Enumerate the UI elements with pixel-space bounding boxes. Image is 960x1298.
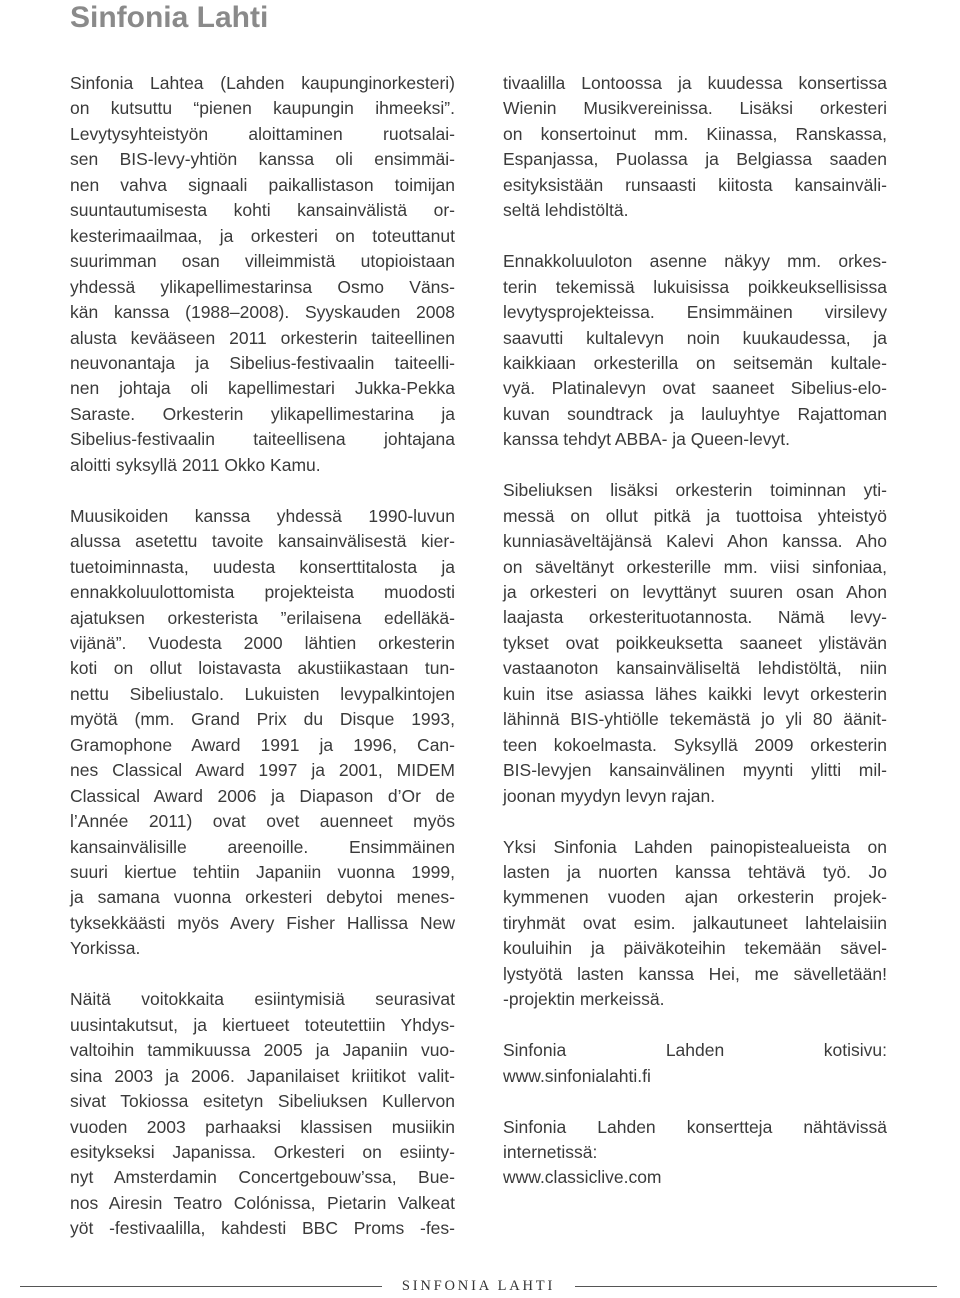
paragraph-line: ja orkesteri on levyttänyt suuren osan Ahon (503, 582, 887, 603)
paragraph-line: neuvonantaja ja Sibelius-festivaalin taiteelli- (70, 352, 455, 373)
paragraph-line: on kutsuttu “pienen kaupungin ihmeeksi”. (70, 98, 455, 119)
paragraph-line: Yorkissa. (70, 938, 141, 959)
paragraph-line: -projektin merkeissä. (503, 989, 665, 1010)
paragraph-line: Näitä voitokkaita esiintymisiä seurasivat (70, 989, 455, 1010)
paragraph-line: www.sinfonialahti.fi (503, 1065, 651, 1086)
paragraph-line: koti on ollut loistavasta akustiikastaan tun- (70, 658, 455, 679)
paragraph-line: Muusikoiden kanssa yhdessä 1990-luvun (70, 505, 455, 526)
paragraph-line: kuin itse asiassa lähes kaikki levyt orkesterin (503, 683, 887, 704)
paragraph-line: teen kokoelmasta. Syksyllä 2009 orkesterin (503, 734, 887, 755)
paragraph-line: sivat Tokiossa esitetyn Sibeliuksen Kullervon (70, 1091, 455, 1112)
paragraph (503, 249, 887, 453)
paragraph-line: joonan myydyn levyn rajan. (503, 785, 716, 806)
paragraph-line: suuntautumisesta kohti kansainvälistä or- (70, 200, 455, 221)
paragraph-line: lasten ja nuorten kanssa tehtävä työ. Jo (503, 862, 887, 882)
paragraph (503, 1038, 887, 1089)
paragraph-line: ajatuksen orkesterista ”erilaisena edelläkä- (70, 607, 455, 628)
paragraph-line: tykset ovat poikkeuksetta saaneet ylistävän (503, 632, 887, 653)
paragraph-line: esitykseksi Japanissa. Orkesteri on esiinty- (70, 1142, 455, 1162)
paragraph (70, 71, 455, 478)
paragraph-line: kesterimaailmaa, ja orkesteri on toteuttanut (70, 225, 455, 246)
paragraph-line: kunniasäveltäjänsä Kalevi Ahon kanssa. Aho (503, 531, 887, 552)
paragraph-line: Espanjassa, Puolassa ja Belgiassa saaden (503, 149, 887, 170)
paragraph (503, 835, 887, 1013)
paragraph-line: BIS-levyjen kansainvälinen myynti ylitti mil- (503, 760, 887, 781)
paragraph-line: Classical Award 2006 ja Diapason d’Or de (70, 785, 455, 806)
paragraph-line: tiryhmät ovat esim. jalkautuneet lahtelaisiin (503, 912, 887, 933)
paragraph-line: tyksekkäästi myös Avery Fisher Hallissa New (70, 912, 455, 933)
paragraph-line: Saraste. Orkesterin ylikapellimestarina ja (70, 403, 455, 424)
paragraph-line: Sibeliuksen lisäksi orkesterin toiminnan yti- (503, 480, 887, 501)
paragraph-line: kuvan soundtrack ja lauluyhtye Rajattoman (503, 403, 887, 424)
paragraph-line: alusta kevääseen 2011 orkesterin taiteellinen (70, 327, 455, 348)
paragraph-line: saavutti kultalevyn noin kuukaudessa, ja (503, 327, 887, 348)
page-title: Sinfonia Lahti (70, 1, 269, 34)
paragraph-line: suurimman osan villeimmistä utopioistaan (70, 251, 455, 272)
paragraph-line: vyä. Platinalevyn ovat saaneet Sibelius-elo- (503, 378, 887, 399)
paragraph-line: l’Année 2011) ovat ovet auenneet myös (70, 811, 455, 832)
paragraph-line: lähinnä BIS-yhtiölle tekemästä jo yli 80 äänit- (503, 709, 887, 730)
paragraph-line: kansainvälisille areenoille. Ensimmäinen (70, 836, 455, 857)
paragraph-line: kaikkiaan orkesterilla on seitsemän kultale- (503, 352, 887, 373)
right-column (503, 71, 887, 1191)
paragraph (70, 987, 455, 1242)
paragraph-line: kymmenen vuoden ajan orkesterin projek- (503, 887, 887, 908)
paragraph-line: alussa asetettu tavoite kansainvälisestä kier- (70, 531, 455, 552)
paragraph-line: Wienin Musikvereinissa. Lisäksi orkesteri (503, 98, 887, 119)
paragraph-line: ja samana vuonna orkesteri debytoi menes- (70, 887, 455, 908)
paragraph-line: Levytysyhteistyön aloittaminen ruotsalai- (70, 123, 455, 144)
paragraph-line: on konsertoinut mm. Kiinassa, Ranskassa, (503, 123, 887, 144)
paragraph-line: nyt Amsterdamin Concertgebouw’ssa, Bue- (70, 1167, 455, 1188)
footer-divider-right (575, 1286, 937, 1287)
paragraph-line: tuetoiminnasta, uudesta konserttitalosta ja (70, 556, 455, 577)
paragraph-line: Sibelius-festivaalin taiteellisena johtajana (70, 429, 455, 450)
paragraph (503, 1115, 887, 1191)
paragraph-line: yhdessä ylikapellimestarinsa Osmo Väns- (70, 276, 455, 297)
paragraph-line: vastaanoton kansainväliseltä lehdistöltä, niin (503, 658, 887, 679)
paragraph-line: Sinfonia Lahden kotisivu: (503, 1040, 887, 1061)
left-column (70, 71, 455, 1242)
paragraph (503, 478, 887, 809)
paragraph-line: Sinfonia Lahden konsertteja nähtävissä (503, 1116, 887, 1137)
paragraph-line: ennakkoluulottomista projekteista muodosti (70, 582, 455, 603)
paragraph-line: levytysprojekteissa. Ensimmäinen virsilevy (503, 302, 887, 323)
paragraph-line: internetissä: (503, 1141, 598, 1162)
paragraph-line: kän kanssa (1988–2008). Syyskauden 2008 (70, 302, 455, 323)
paragraph-line: yöt -festivaalilla, kahdesti BBC Proms -fes- (70, 1218, 455, 1239)
paragraph-line: lystyötä lasten kanssa Hei, me sävelletään! (503, 963, 887, 984)
paragraph-line: nes Classical Award 1997 ja 2001, MIDEM (70, 760, 455, 781)
paragraph (70, 504, 455, 962)
paragraph-line: Yksi Sinfonia Lahden painopistealueista on (503, 836, 887, 857)
paragraph-line: kouluihin ja päiväkoteihin tekemään sävel- (503, 938, 887, 959)
paragraph-line: tivaalilla Lontoossa ja kuudessa konsertissa (503, 73, 887, 93)
paragraph-line: esityksistään runsaasti kiitosta kansainväli- (503, 174, 887, 195)
paragraph-line: suuri kiertue tehtiin Japaniin vuonna 1999, (70, 862, 455, 883)
paragraph-line: terin tekemissä lukuisissa poikkeuksellisissa (503, 276, 887, 297)
paragraph-line: vuoden 2003 parhaaksi klassisen musiikin (70, 1116, 455, 1137)
paragraph-line: Gramophone Award 1991 ja 1996, Can- (70, 734, 455, 755)
paragraph-line: nettu Sibeliustalo. Lukuisten levypalkintojen (70, 683, 455, 704)
paragraph-line: laajasta orkesterituotannosta. Nämä levy- (503, 607, 887, 628)
paragraph-line: kanssa tehdyt ABBA- ja Queen-levyt. (503, 429, 790, 450)
paragraph-line: Ennakkoluuloton asenne näkyy mm. orkes- (503, 251, 887, 272)
paragraph-line: aloitti syksyllä 2011 Okko Kamu. (70, 454, 321, 475)
footer-divider-left (20, 1286, 382, 1287)
paragraph-line: vijänä”. Vuodesta 2000 lähtien orkesterin (70, 632, 455, 653)
paragraph-line: nen johtaja oli kapellimestari Jukka-Pekka (70, 378, 455, 399)
paragraph-line: sen BIS-levy-yhtiön kanssa oli ensimmäi- (70, 149, 455, 170)
paragraph-line: nen vahva signaali paikallistason toimijan (70, 174, 455, 195)
paragraph-line: seltä lehdistöltä. (503, 200, 629, 221)
paragraph (503, 71, 887, 224)
paragraph-line: www.classiclive.com (503, 1167, 662, 1188)
paragraph-line: messä on ollut pitkä ja tuottoisa yhteistyö (503, 505, 887, 526)
paragraph-line: nos Airesin Teatro Colónissa, Pietarin Valkeat (70, 1192, 455, 1213)
paragraph-line: Sinfonia Lahtea (Lahden kaupunginorkesteri) (70, 73, 455, 93)
footer-brand: SINFONIA LAHTI (401, 1278, 556, 1294)
paragraph-line: uusintakutsut, ja kiertueet toteutettiin Yhdys- (70, 1014, 455, 1035)
paragraph-line: sina 2003 ja 2006. Japanilaiset kriitikot valit- (70, 1065, 455, 1086)
paragraph-line: on säveltänyt orkesterille mm. viisi sinfoniaa, (503, 556, 887, 577)
paragraph-line: myötä (mm. Grand Prix du Disque 1993, (70, 709, 455, 730)
paragraph-line: valtoihin tammikuussa 2005 ja Japaniin vuo- (70, 1040, 455, 1061)
